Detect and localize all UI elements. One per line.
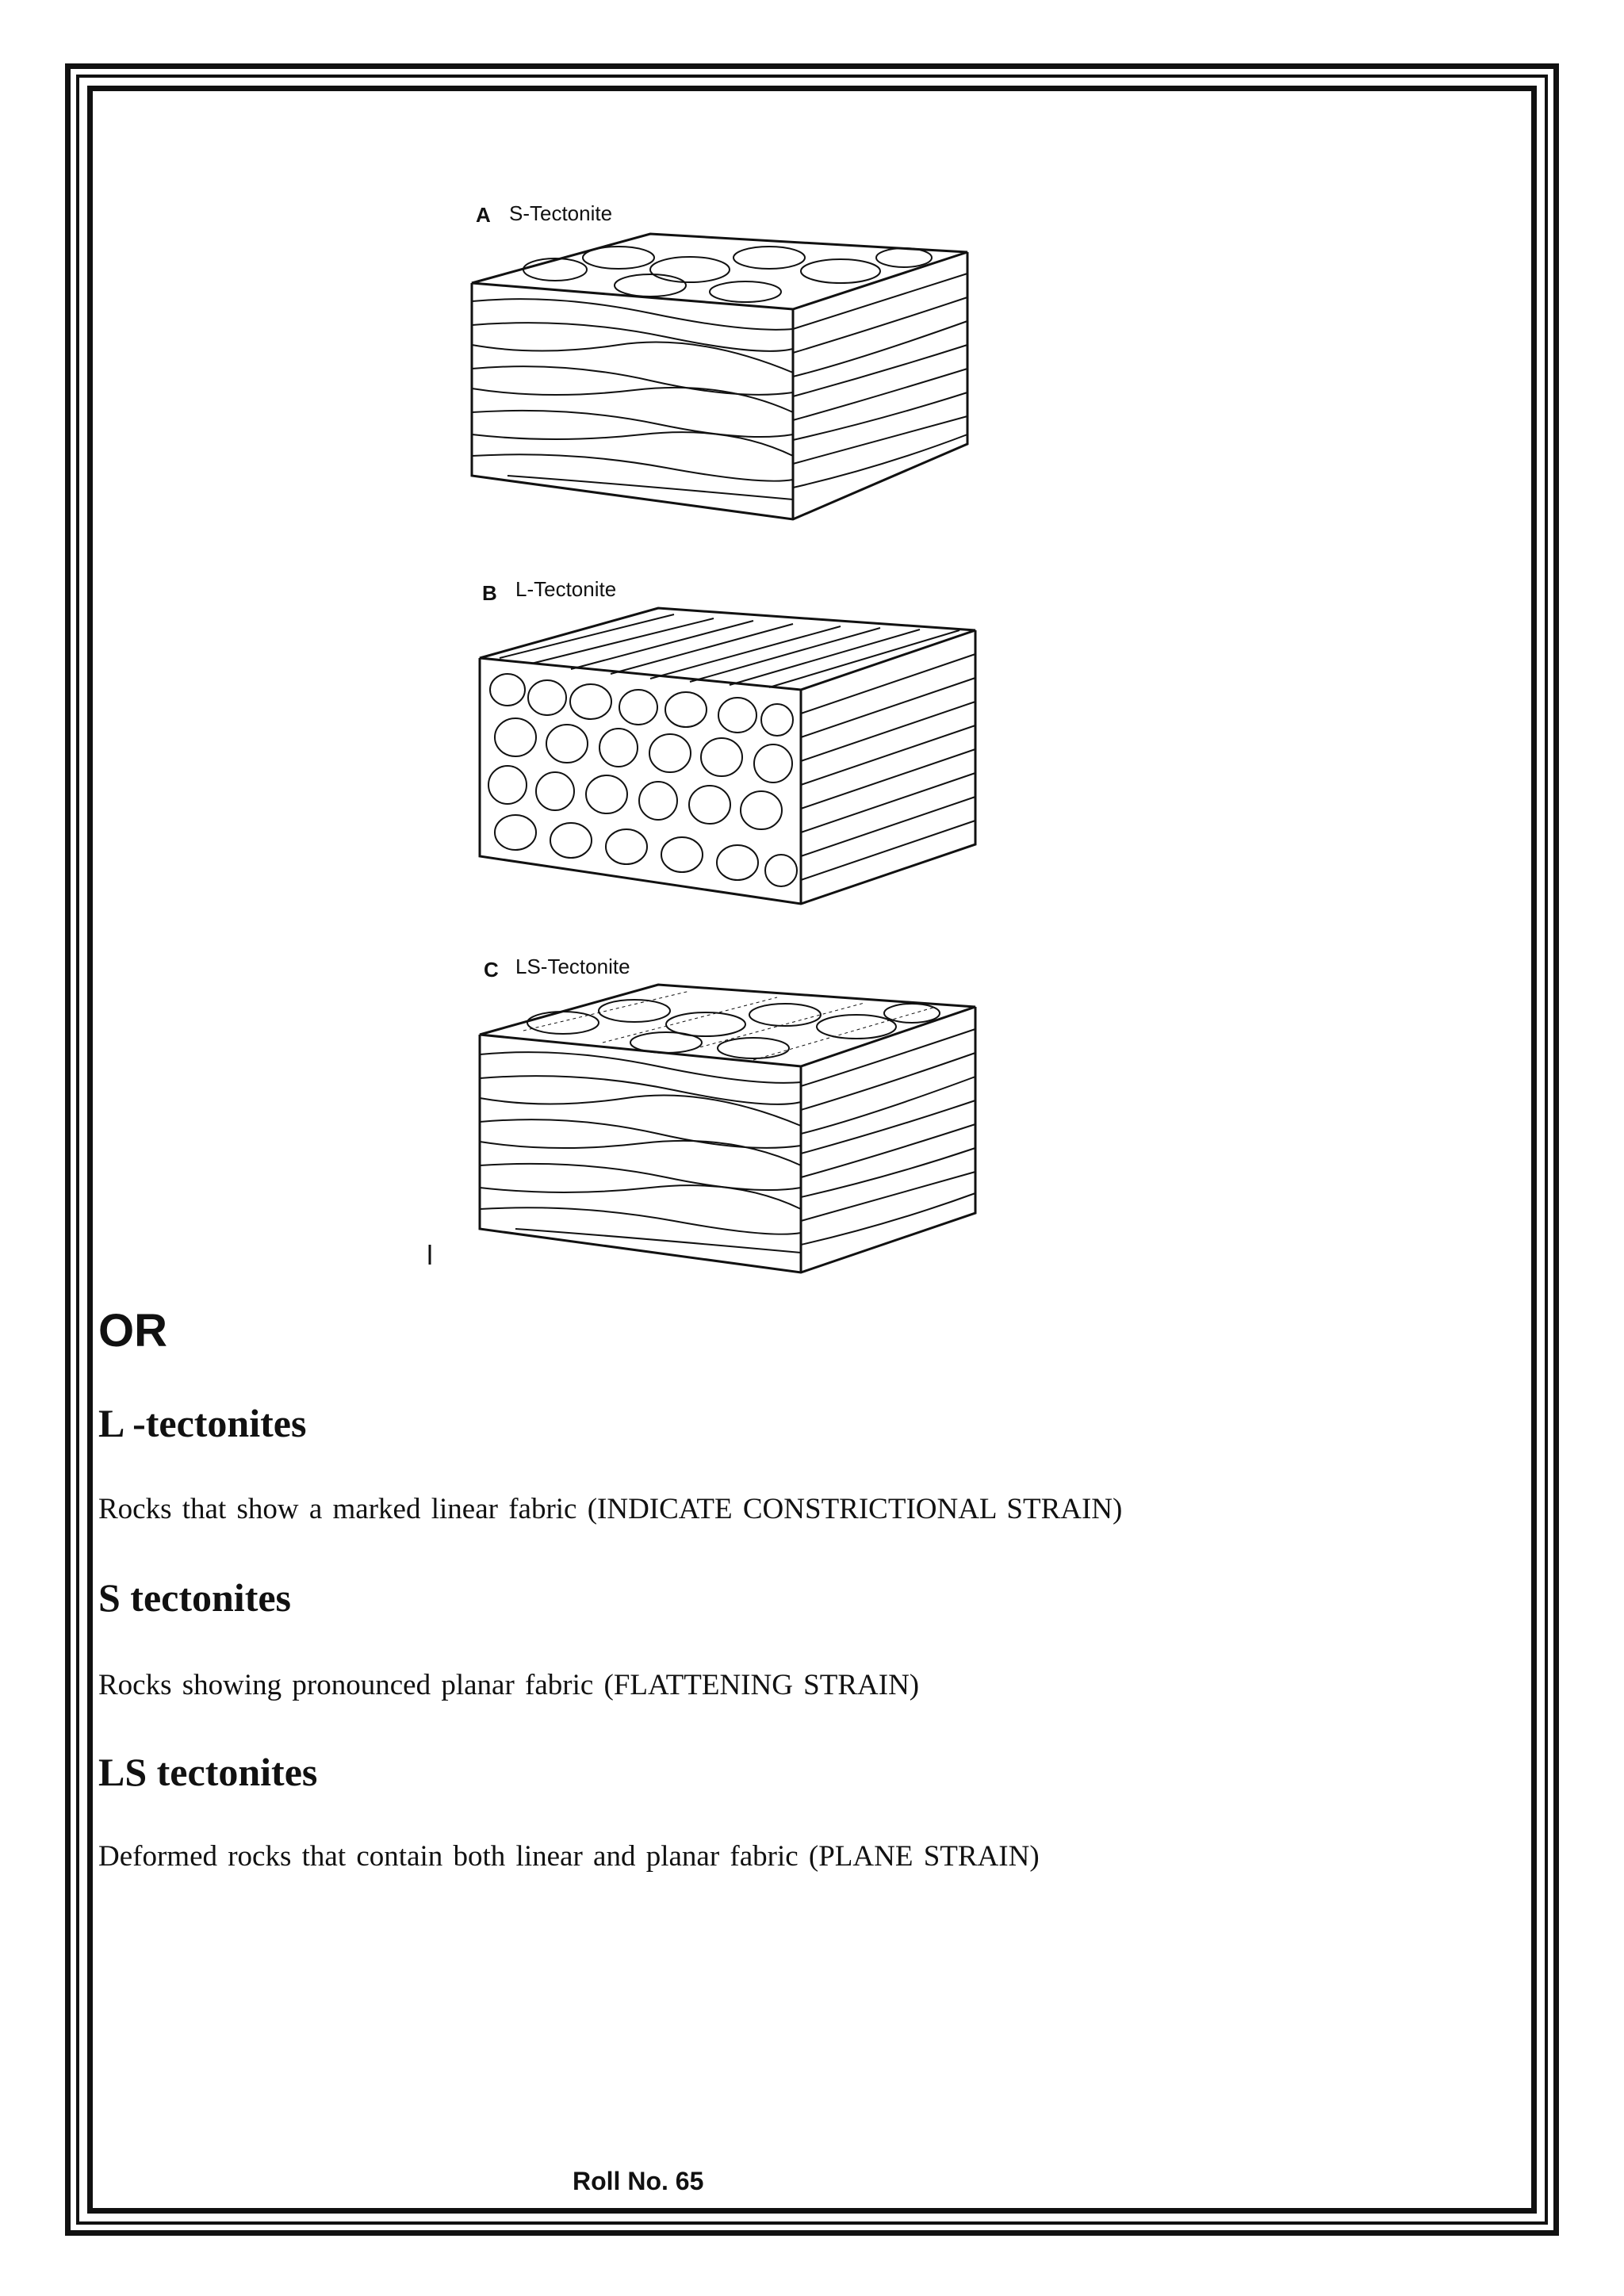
text-s-tectonites: Rocks showing pronounced planar fabric (FLATTENING STRAIN) [98, 1669, 920, 1701]
panel-a-s-tectonite [472, 201, 967, 519]
panel-b-l-tectonite [480, 577, 975, 904]
heading-ls-tectonites: LS tectonites [98, 1750, 318, 1794]
panel-c-ls-tectonite [480, 955, 975, 1272]
tectonite-diagram [412, 182, 1078, 1308]
panel-a-label: S-Tectonite [509, 201, 613, 225]
panel-b-label: L-Tectonite [515, 577, 617, 601]
roll-number-footer: Roll No. 65 [573, 2167, 704, 2195]
text-l-tectonites: Rocks that show a marked linear fabric (INDICATE CONSTRICTIONAL STRAIN) [98, 1493, 1123, 1525]
panel-c-label: LS-Tectonite [515, 955, 630, 978]
tectonite-figure [412, 182, 1078, 1308]
panel-b-letter: B [482, 581, 497, 605]
panel-c-letter: C [484, 958, 499, 982]
panel-a-letter: A [476, 203, 491, 227]
or-label: OR [98, 1305, 167, 1357]
heading-s-tectonites: S tectonites [98, 1575, 291, 1620]
heading-l-tectonites: L -tectonites [98, 1401, 307, 1445]
text-ls-tectonites: Deformed rocks that contain both linear and planar fabric (PLANE STRAIN) [98, 1840, 1040, 1873]
